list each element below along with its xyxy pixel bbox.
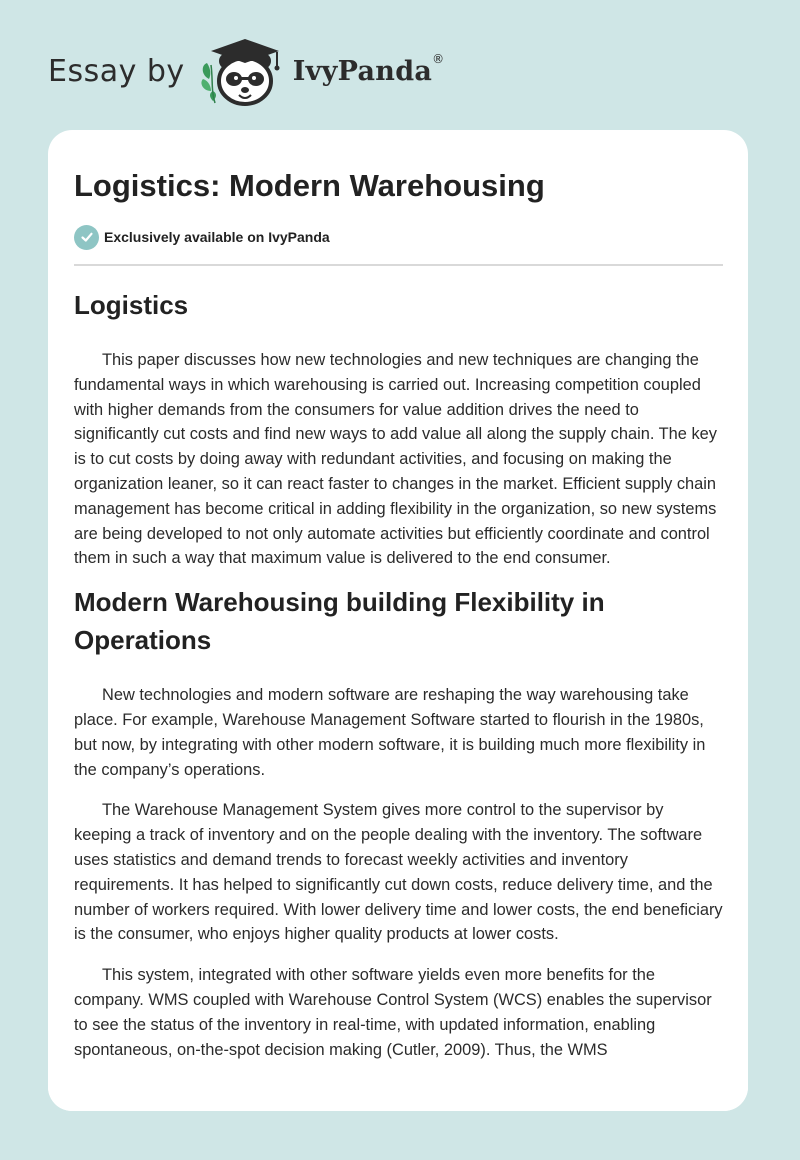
section-heading-logistics: Logistics <box>74 290 189 320</box>
check-icon <box>74 225 99 250</box>
paragraph: New technologies and modern software are reshaping the way warehousing take place. For example, Warehouse Management Software started to flourish in the 1980s, but now, by integrating with other modern software, it is building much more flexibility in the company’s operations. <box>74 686 706 779</box>
essay-card <box>48 130 748 1111</box>
section-heading-modern-warehousing: Modern Warehousing building Flexibility in Operations <box>74 587 605 656</box>
page-title: Logistics: Modern Warehousing <box>74 168 545 203</box>
brand-prefix: Essay by <box>48 53 185 89</box>
exclusive-badge <box>74 224 723 250</box>
paragraph: This system, integrated with other software yields even more benefits for the company. WMS coupled with Warehouse Control System (WCS) enables the supervisor to see the status of the inventory in real-time, with updated information, enabling spontaneous, on-the-spot decision making (Cutler, 2009). Thus, the WMS <box>74 966 712 1059</box>
content-cutoff <box>48 1065 748 1111</box>
brand-name: IvyPanda <box>292 55 433 87</box>
paragraph: The Warehouse Management System gives more control to the supervisor by keeping a track of inventory and on the people dealing with the inventory. The software uses statistics and demand trends to forecast weekly activities and inventory requirements. It has helped to significantly cut down costs, reduce delivery time, and the number of workers required. With lower delivery time and lower costs, the end beneficiary is the consumer, who enjoys higher quality products at lower costs. <box>74 801 723 944</box>
paragraph: This paper discusses how new technologies and new techniques are changing the fundamental ways in which warehousing is carried out. Increasing competition coupled with higher demands from the consumers for value addition drives the need to significantly cut costs and find new ways to add value all along the supply chain. The key is to cut costs by doing away with redundant activities, and focusing on making the organization leaner, so it can react faster to changes in the market. Efficient supply chain management has become critical in adding flexibility in the organization, so new systems are being developed to not only automate activities but efficiently coordinate and control them in such a way that maximum value is delivered to the end consumer. <box>74 351 717 568</box>
brand-header[interactable] <box>48 36 444 106</box>
graduate-panda-icon <box>199 35 291 107</box>
divider <box>74 264 723 266</box>
registered-mark: ® <box>432 52 445 66</box>
exclusive-text: Exclusively available on IvyPanda <box>104 229 330 245</box>
essay-content <box>74 130 723 1062</box>
